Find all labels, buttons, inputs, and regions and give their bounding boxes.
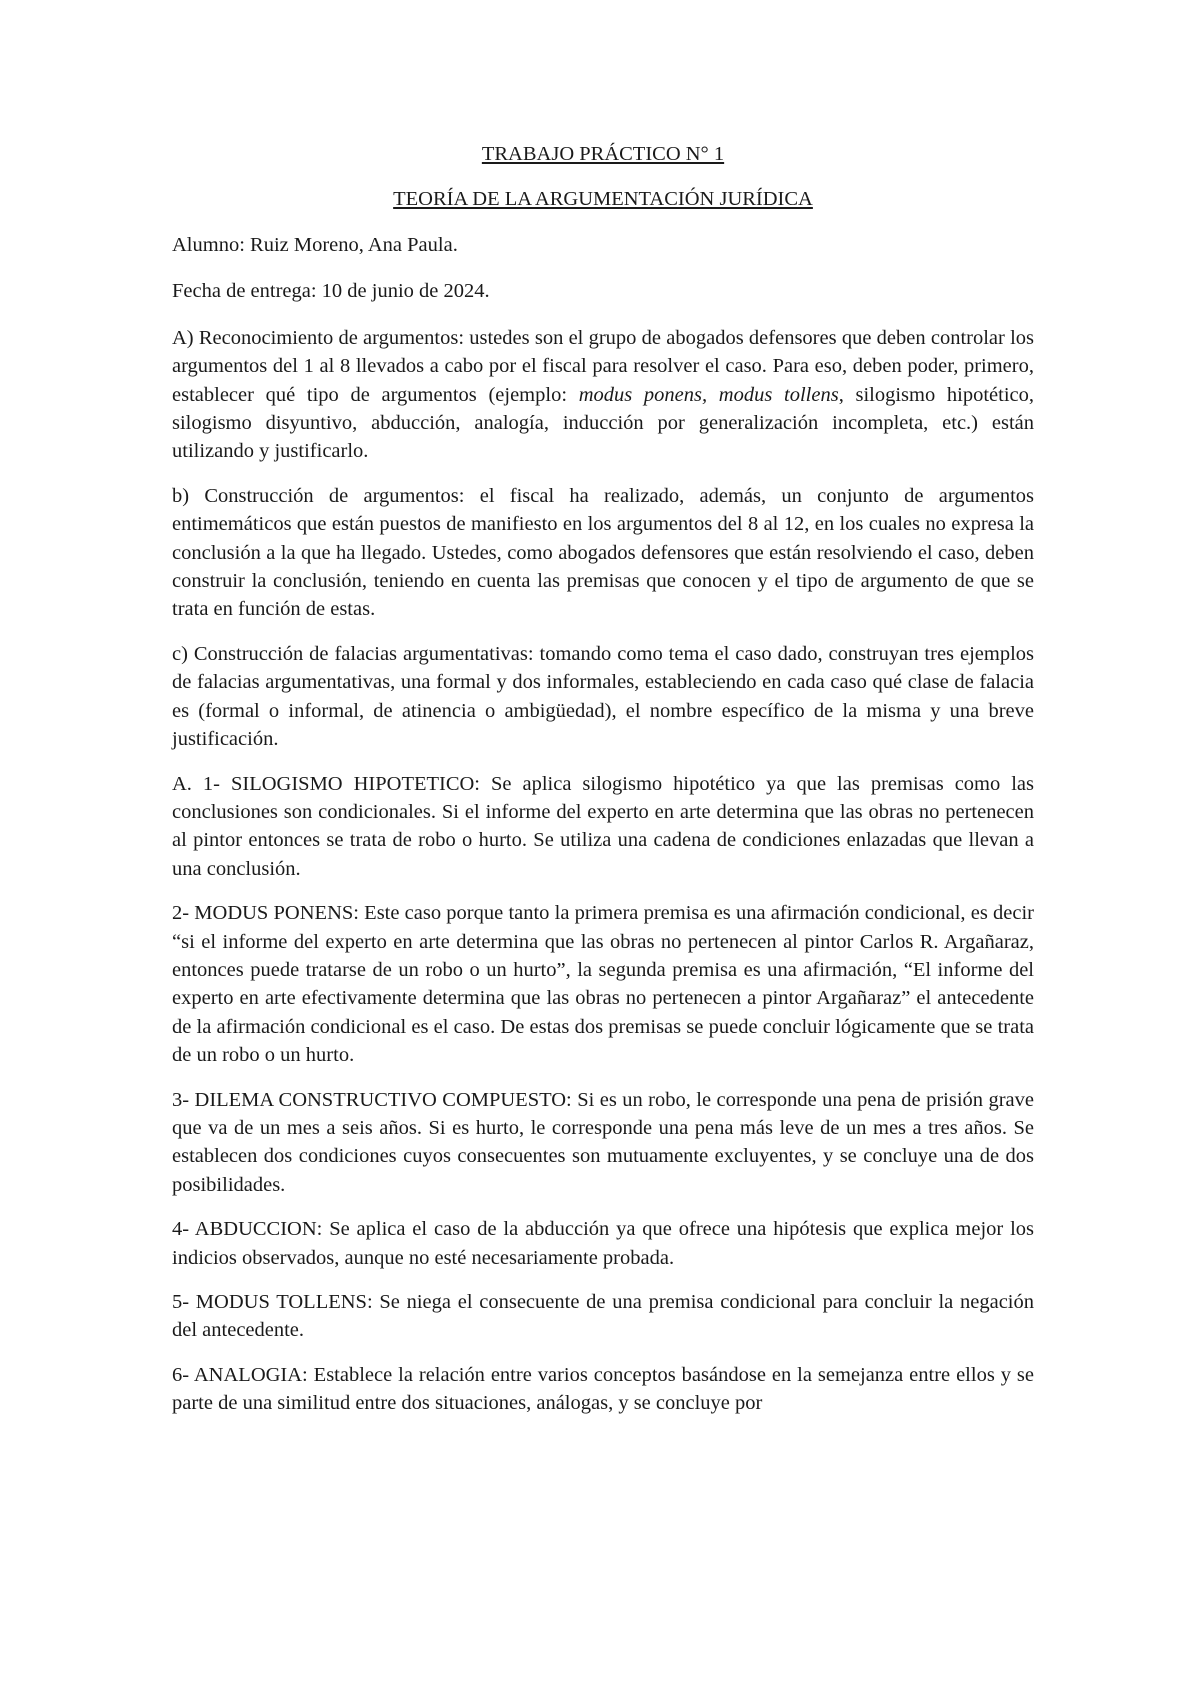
answer-4-abduccion: 4- ABDUCCION: Se aplica el caso de la abducción ya que ofrece una hipótesis que explica mejor los indicios observados, aunque no esté necesariamente probada. [172, 1218, 1034, 1269]
prompt-a-italic-terms: modus ponens, modus tollens [578, 383, 839, 406]
prompt-b: b) Construcción de argumentos: el fiscal ha realizado, además, un conjunto de argumentos entimemáticos que están puestos de manifiesto en los argumentos del 8 al 12, en los cuales no expresa la conclusión a la que ha llegado. Ustedes, como abogados defensores que están resolviendo el caso, deben construir la conclusión, teniendo en cuenta las premisas que conocen y el tipo de argumento de que se trata en función de estas. [172, 484, 1034, 621]
student-name: Alumno: Ruiz Moreno, Ana Paula. [172, 234, 458, 256]
answer-3-dilema-constructivo: 3- DILEMA CONSTRUCTIVO COMPUESTO: Si es un robo, le corresponde una pena de prisión grave que va de un mes a seis años. Si es hurto, le corresponde una pena más leve de un mes a tres años. Se establecen dos condiciones cuyos consecuentes son mutuamente excluyentes, y se concluye una de dos posibilidades. [172, 1088, 1034, 1196]
document-title: TRABAJO PRÁCTICO N° 1 [481, 143, 725, 165]
due-date: Fecha de entrega: 10 de junio de 2024. [172, 280, 490, 303]
answer-5-modus-tollens: 5- MODUS TOLLENS: Se niega el consecuente de una premisa condicional para concluir la negación del antecedente. [172, 1291, 1034, 1342]
answer-2-modus-ponens: 2- MODUS PONENS: Este caso porque tanto la primera premisa es una afirmación condicional, es decir “si el informe del experto en arte determina que las obras no pertenecen al pintor Carlos R. Argañaraz, entonces puede tratarse de un robo o un hurto”, la segunda premisa es una afirmación, “El informe del experto en arte efectivamente determina que las obras no pertenecen a pintor Argañaraz” el antecedente de la afirmación condicional es el caso. De estas dos premisas se puede concluir lógicamente que se trata de un robo o un hurto. [172, 902, 1034, 1067]
prompt-c: c) Construcción de falacias argumentativas: tomando como tema el caso dado, construyan tres ejemplos de falacias argumentativas, una formal y dos informales, estableciendo en cada caso qué clase de falacia es (formal o informal, de atinencia o ambigüedad), el nombre específico de la misma y una breve justificación. [172, 642, 1034, 751]
prompt-a-text-start: A) Reconocimiento de argumentos: ustedes son el grupo de abogados defensores que deben controlar los argumentos del 1 al 8 llevados a cabo por el fiscal para resolver el caso. Para eso, deben poder, primero, establecer qué tipo de argumentos (ejemplo: [172, 326, 1034, 406]
prompt-a-text-end: , silogismo hipotético, silogismo disyuntivo, abducción, analogía, inducción por generalización incompleta, etc.) están utilizando y justificarlo. [172, 383, 1035, 463]
document-subtitle: TEORÍA DE LA ARGUMENTACIÓN JURÍDICA [393, 188, 813, 210]
prompt-a [172, 324, 1034, 466]
answer-6-analogia: 6- ANALOGIA: Establece la relación entre varios conceptos basándose en la semejanza entre ellos y se parte de una similitud entre dos situaciones, análogas, y se concluye por [172, 1363, 1034, 1415]
answer-1-silogismo-hipotetico: A. 1- SILOGISMO HIPOTETICO: Se aplica silogismo hipotético ya que las premisas como las conclusiones son condicionales. Si el informe del experto en arte determina que las obras no pertenecen al pintor entonces se trata de robo o hurto. Se utiliza una cadena de condiciones enlazadas que llevan a una conclusión. [172, 772, 1034, 880]
